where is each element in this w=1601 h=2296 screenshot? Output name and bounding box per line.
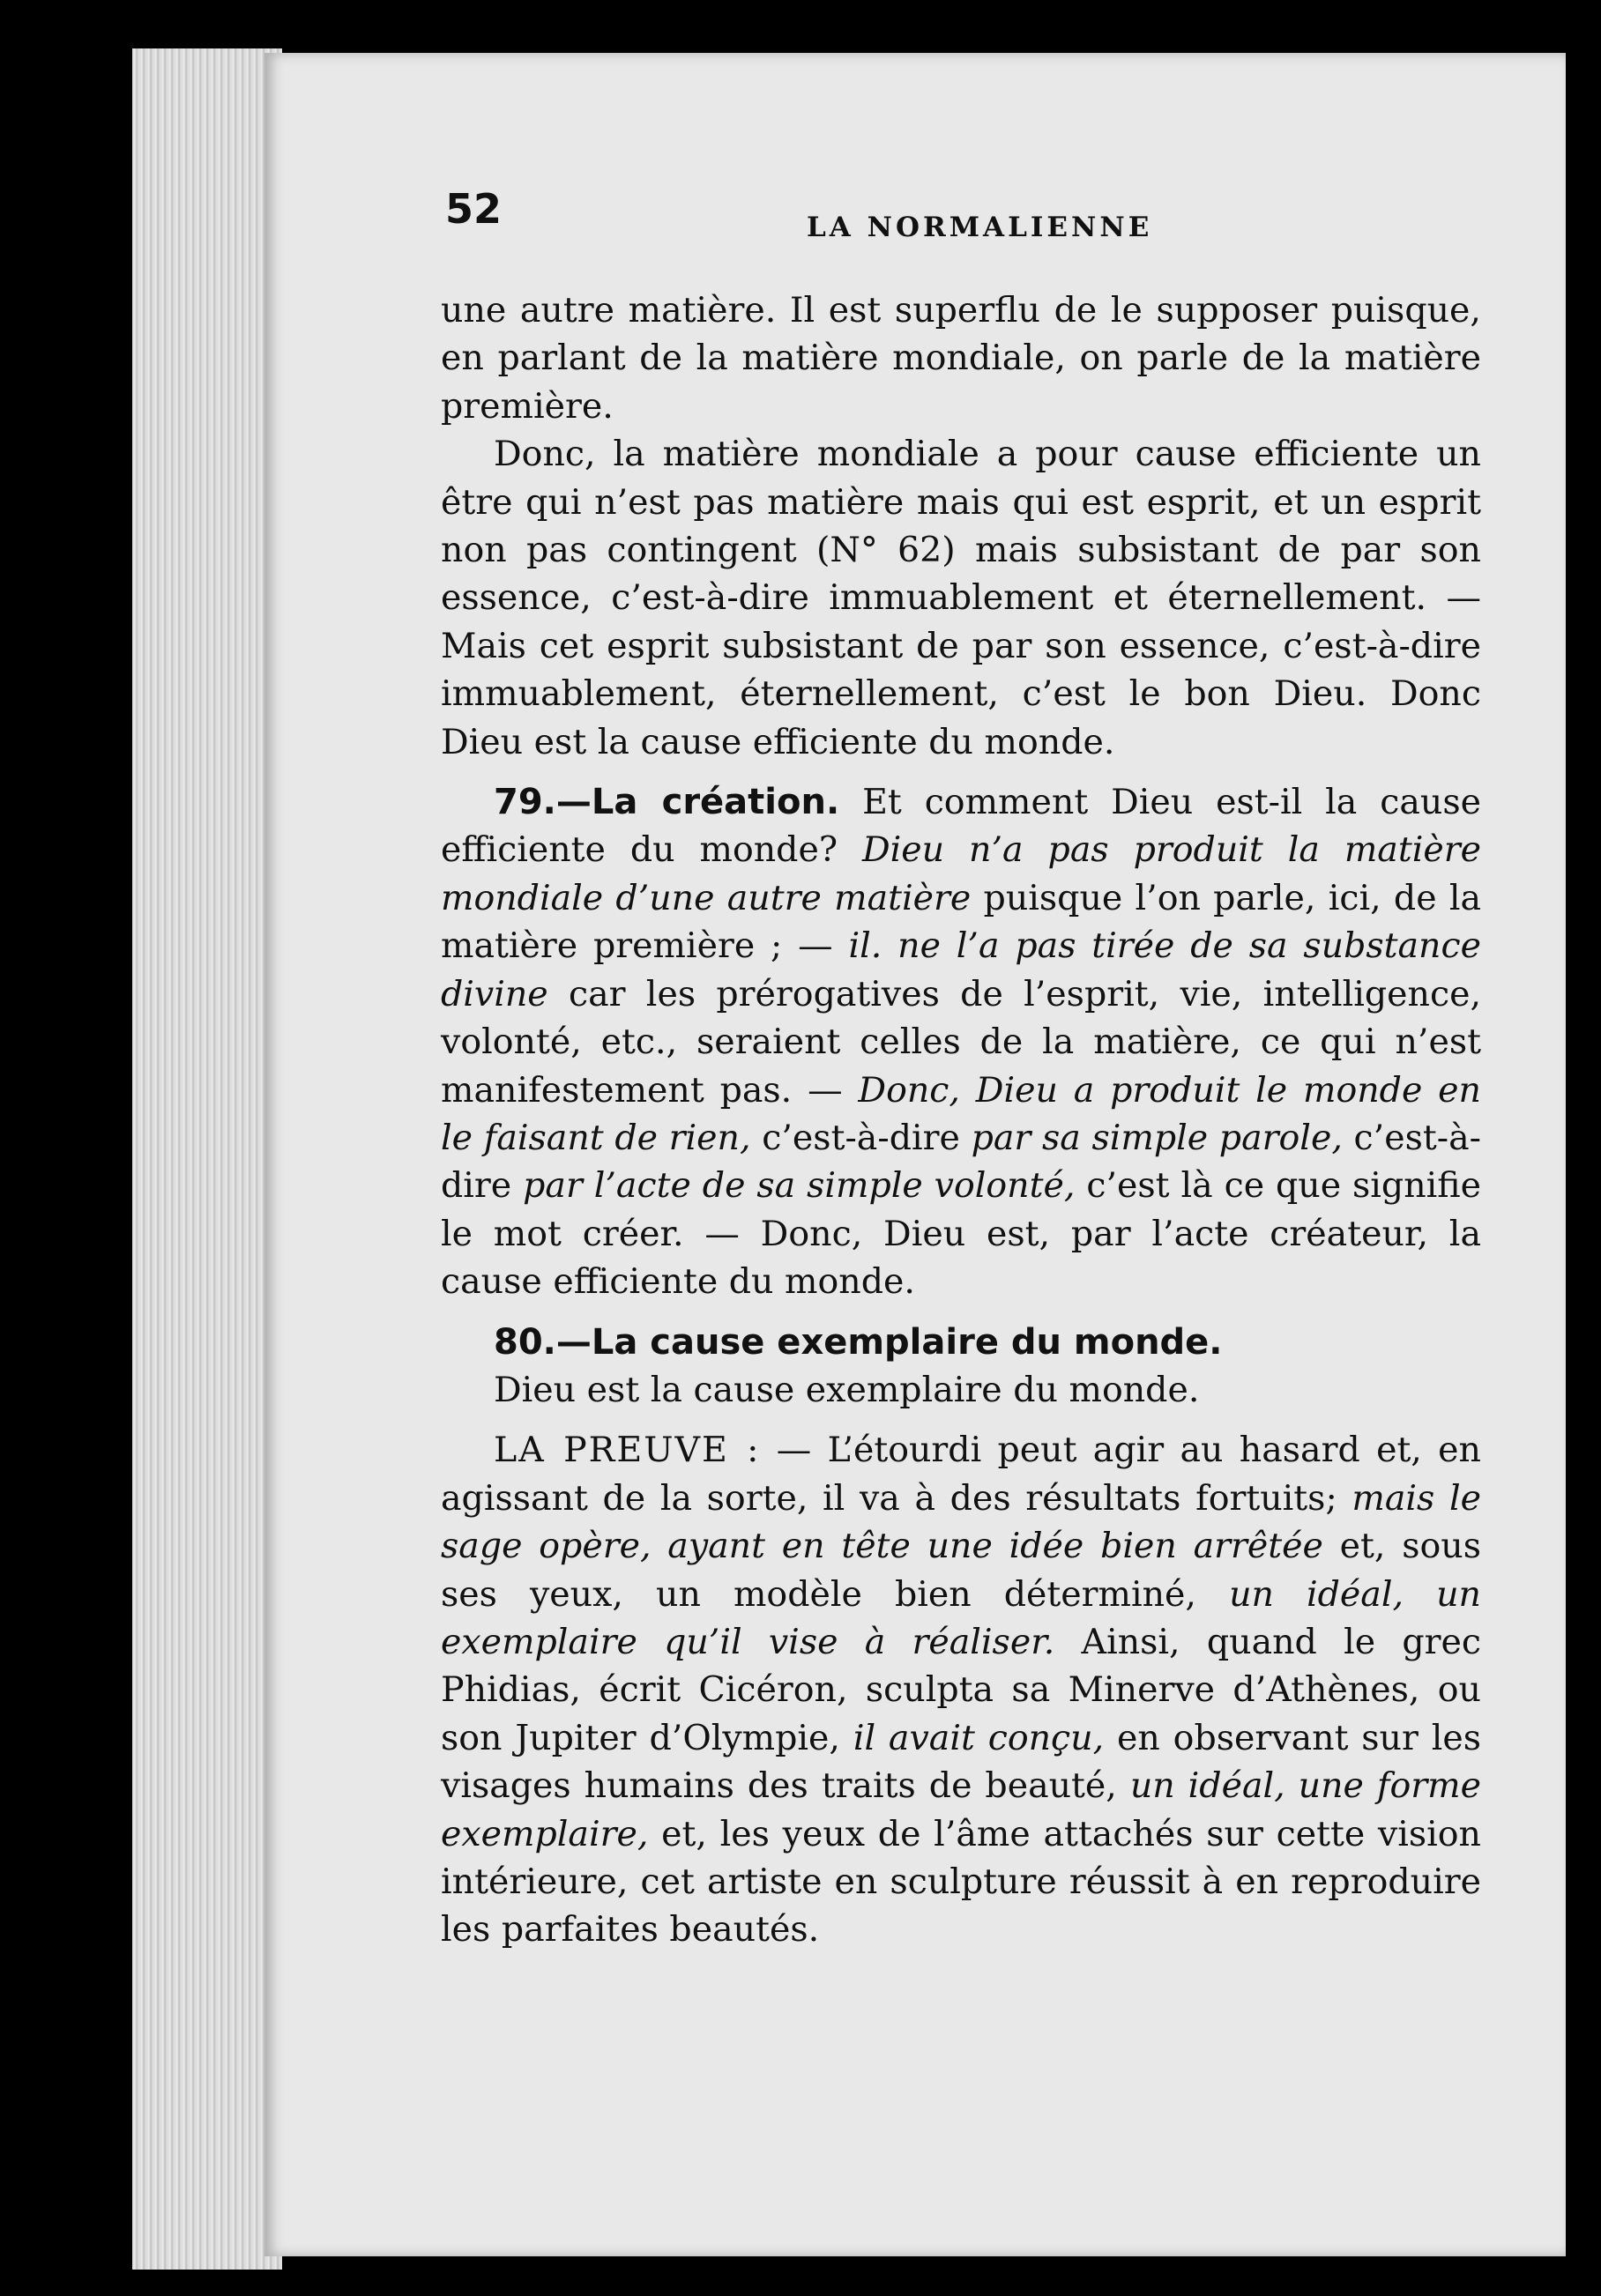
preuve-label: LA PREUVE : xyxy=(494,1430,761,1471)
page-header xyxy=(445,185,1450,247)
running-title: LA NORMALIENNE xyxy=(807,212,1153,243)
paragraph-continuation: une autre matière. Il est superflu de le supposer puisque, en parlant de la matière mondiale, on parle de la matière première. xyxy=(441,290,1481,427)
section-80-heading: 80.—La cause exemplaire du monde. xyxy=(494,1321,1223,1363)
book-page-edges xyxy=(132,48,282,2270)
paragraph-preuve: LA PREUVE : — L’étourdi peut agir au hasard et, en agissant de la sorte, il va à des résultats fortuits; mais le sage opère, ayant en tête une idée bien arrêtée et, sous ses yeux, un modèle bien déterminé, un idéal, un exemplaire qu’il vise à réaliser. Ainsi, quand le grec Phidias, écrit Cicéron, sculpta sa Minerve d’Athènes, ou son Jupiter d’Olympie, il avait conçu, en observant sur les visages humains des traits de beauté, un idéal, une forme exemplaire, et, les yeux de l’âme attachés sur cette vision intérieure, cet artiste en sculpture réussit à en reproduire les parfaites beautés. xyxy=(441,1430,1482,1950)
section-79-heading: 79.—La création. xyxy=(494,782,840,823)
paragraph-donc: Donc, la matière mondiale a pour cause efficiente un être qui n’est pas matière mais qui est esprit, et un esprit non pas contingent (N° 62) mais subsistant de par son essence, c’est-à-dire immuablement et éternellement. — Mais cet esprit subsistant de par son essence, c’est-à-dire immuablement, éternellement, c’est le bon Dieu. Donc Dieu est la cause efficiente du monde. xyxy=(441,434,1481,762)
page-body xyxy=(441,286,1481,1954)
page-number: 52 xyxy=(445,185,503,233)
section-80-statement: Dieu est la cause exemplaire du monde. xyxy=(494,1369,1200,1410)
section-79: 79.—La création. Et comment Dieu est-il la cause efficiente du monde? Dieu n’a pas produit la matière mondiale d’une autre matière puisque l’on parle, ici, de la matière première ; — il. ne l’a pas tirée de sa substance divine car les prérogatives de l’esprit, vie, intelligence, volonté, etc., seraient celles de la matière, ce qui n’est manifestement pas. — Donc, Dieu a produit le monde en le faisant de rien, c’est-à-dire par sa simple parole, c’est-à-dire par l’acte de sa simple volonté, c’est là ce que signifie le mot créer. — Donc, Dieu est, par l’acte créateur, la cause efficiente du monde. xyxy=(441,782,1482,1303)
